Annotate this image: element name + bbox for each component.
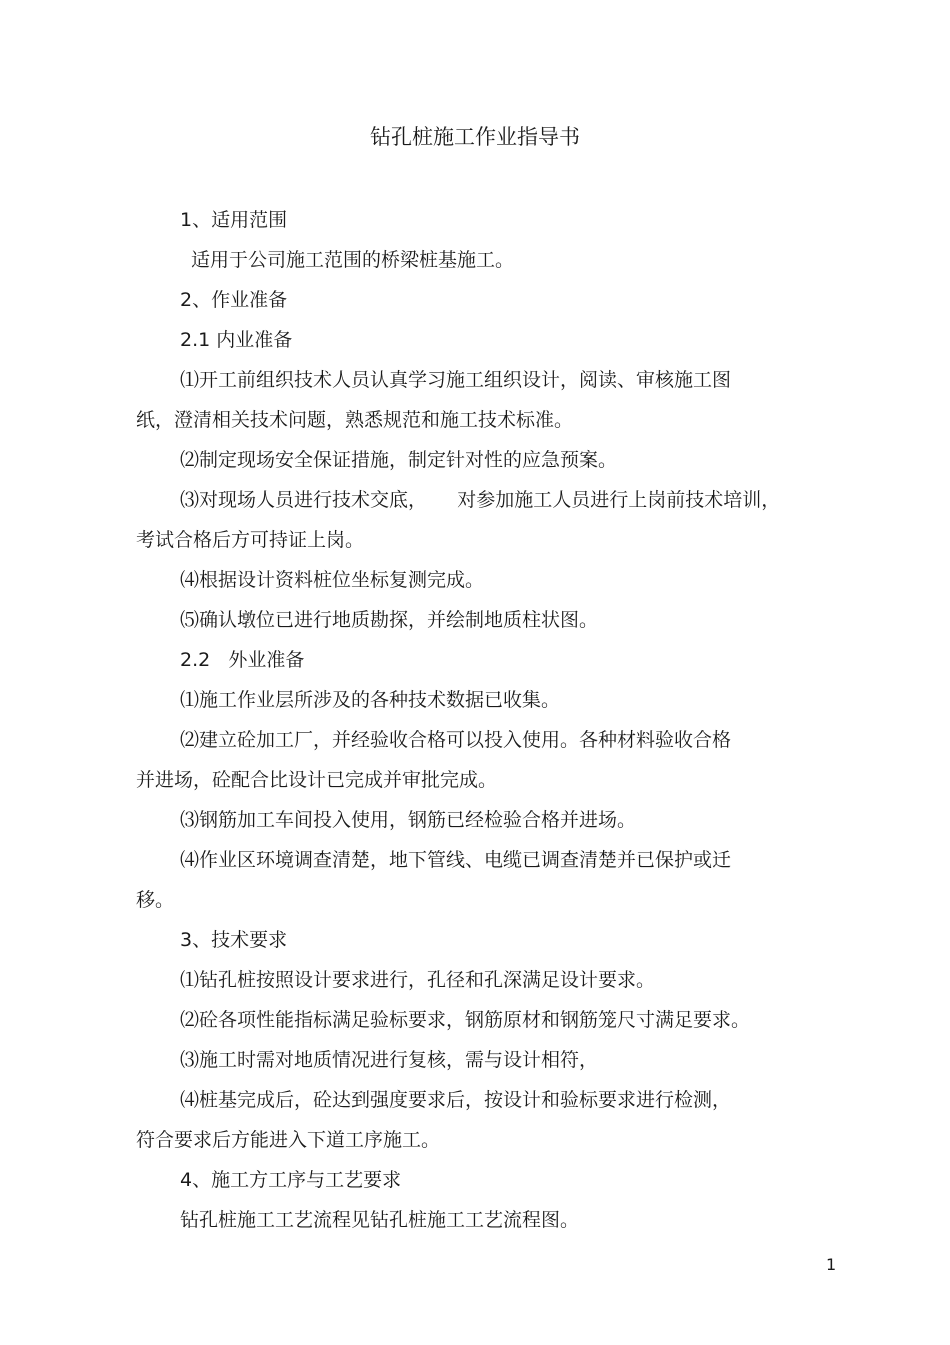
paragraph-line: ⑵建立砼加工厂，并经验收合格可以投入使用。各种材料验收合格	[180, 729, 732, 751]
section-3-heading: 3、技术要求	[180, 929, 288, 951]
paragraph-line: ⑴开工前组织技术人员认真学习施工组织设计，阅读、审核施工图	[180, 369, 732, 391]
subsection-2-1-heading: 2.1 内业准备	[180, 329, 293, 351]
paragraph-line: 适用于公司施工范围的桥梁桩基施工。	[191, 249, 515, 271]
paragraph-line: ⑵制定现场安全保证措施，制定针对性的应急预案。	[180, 449, 618, 471]
page-number: 1	[826, 1255, 837, 1274]
paragraph-line: 纸，澄清相关技术问题，熟悉规范和施工技术标准。	[136, 409, 574, 431]
paragraph-line: ⑴钻孔桩按照设计要求进行，孔径和孔深满足设计要求。	[180, 969, 656, 991]
paragraph-line: 钻孔桩施工工艺流程见钻孔桩施工工艺流程图。	[180, 1209, 580, 1231]
paragraph-line: ⑶钢筋加工车间投入使用，钢筋已经检验合格并进场。	[180, 809, 637, 831]
section-1-heading: 1、适用范围	[180, 209, 288, 231]
section-2-heading: 2、作业准备	[180, 289, 288, 311]
paragraph-line: ⑸确认墩位已进行地质勘探，并绘制地质柱状图。	[180, 609, 599, 631]
paragraph-line: 移。	[136, 889, 175, 911]
paragraph-line: ⑶施工时需对地质情况进行复核，需与设计相符，	[180, 1049, 599, 1071]
paragraph-line: 并进场，砼配合比设计已完成并审批完成。	[136, 769, 498, 791]
section-4-heading: 4、施工方工序与工艺要求	[180, 1169, 402, 1191]
subsection-2-2-heading: 2.2 外业准备	[180, 649, 305, 671]
document-title: 钻孔桩施工作业指导书	[370, 125, 580, 149]
paragraph-line: ⑷根据设计资料桩位坐标复测完成。	[180, 569, 485, 591]
paragraph-line: ⑶对现场人员进行技术交底， 对参加施工人员进行上岗前技术培训，	[180, 489, 781, 511]
paragraph-line: ⑵砼各项性能指标满足验标要求，钢筋原材和钢筋笼尺寸满足要求。	[180, 1009, 751, 1031]
paragraph-line: 考试合格后方可持证上岗。	[136, 529, 365, 551]
paragraph-line: ⑷桩基完成后，砼达到强度要求后，按设计和验标要求进行检测，	[180, 1089, 732, 1111]
paragraph-line: ⑴施工作业层所涉及的各种技术数据已收集。	[180, 689, 561, 711]
paragraph-line: 符合要求后方能进入下道工序施工。	[136, 1129, 441, 1151]
paragraph-line: ⑷作业区环境调查清楚，地下管线、电缆已调查清楚并已保护或迁	[180, 849, 732, 871]
